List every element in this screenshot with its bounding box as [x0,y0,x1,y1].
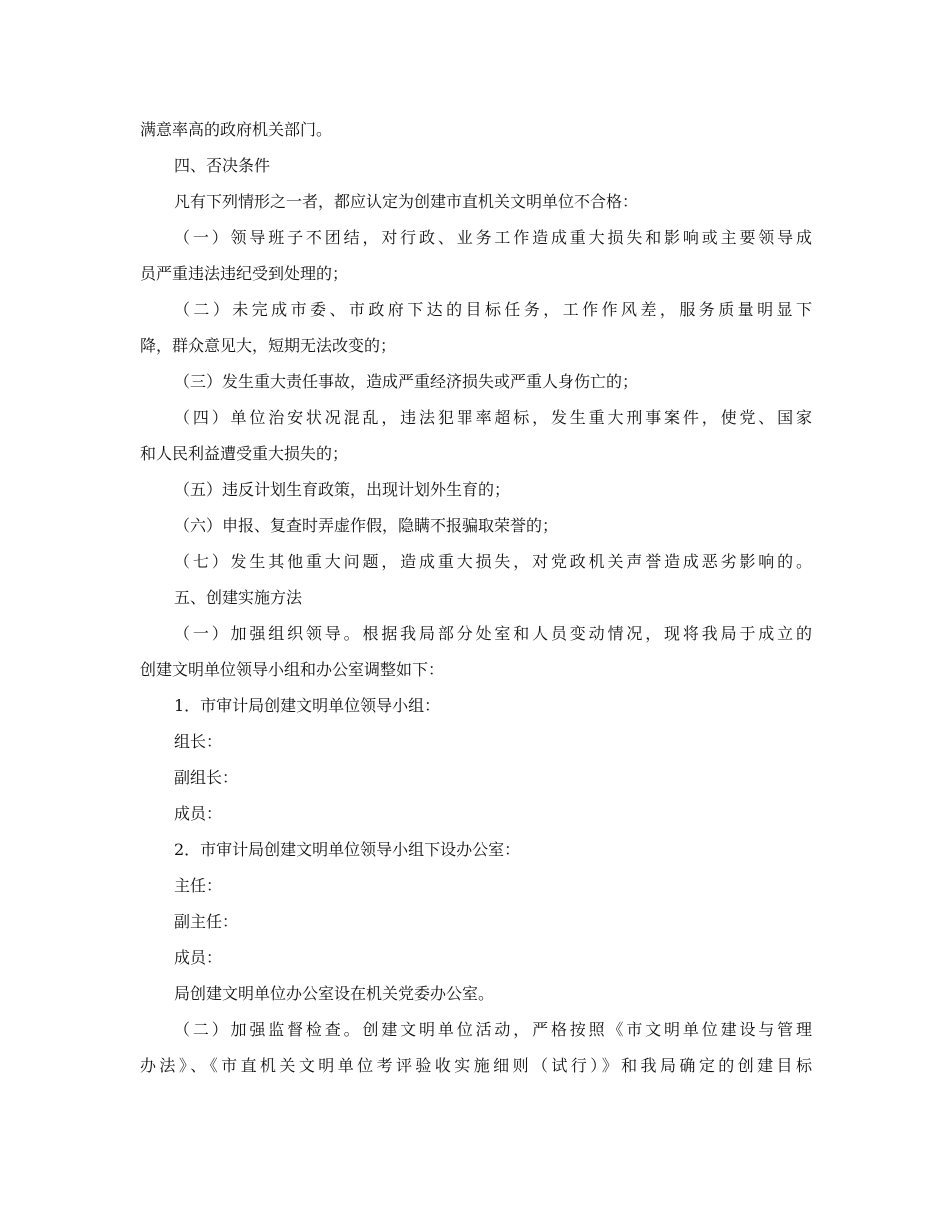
text-line: （五）违反计划生育政策，出现计划外生育的； [174,480,511,499]
text-line: 副主任： [174,912,239,931]
text-line: （二）未完成市委、市政府下达的目标任务，工作作风差，服务质量明显下 [174,300,812,319]
text-line: 办法》、《市直机关文明单位考评验收实施细则（试行）》和我局确定的创建目标 [140,1056,812,1075]
text-line: （七）发生其他重大问题，造成重大损失，对党政机关声誉造成恶劣影响的。 [174,552,812,571]
text-line: 副组长： [174,768,239,787]
text-line: （一）加强组织领导。根据我局部分处室和人员变动情况，现将我局于成立的 [174,624,812,643]
text-line: 和人民利益遭受重大损失的； [140,444,349,463]
text-line: 凡有下列情形之一者，都应认定为创建市直机关文明单位不合格： [174,192,639,211]
text-line: 组长： [174,732,223,751]
text-line: 局创建文明单位办公室设在机关党委办公室。 [174,984,495,1003]
text-line: 成员： [174,948,223,967]
text-line: 1．市审计局创建文明单位领导小组： [174,696,441,715]
text-line: （六）申报、复查时弄虚作假，隐瞒不报骗取荣誉的； [174,516,559,535]
text-line: 员严重违法违纪受到处理的； [140,264,349,283]
text-line: （三）发生重大责任事故，造成严重经济损失或严重人身伤亡的； [174,372,639,391]
text-line: 五、创建实施方法 [174,588,303,607]
text-line: （二）加强监督检查。创建文明单位活动，严格按照《市文明单位建设与管理 [174,1020,812,1039]
text-line: （一）领导班子不团结，对行政、业务工作造成重大损失和影响或主要领导成 [174,228,812,247]
text-line: 2．市审计局创建文明单位领导小组下设办公室： [174,840,521,859]
text-line: 主任： [174,876,223,895]
text-line: 创建文明单位领导小组和办公室调整如下： [140,660,445,679]
text-line: 降，群众意见大，短期无法改变的； [140,336,397,355]
text-line: 四、否决条件 [174,156,271,175]
text-line: （四）单位治安状况混乱，违法犯罪率超标，发生重大刑事案件，使党、国家 [174,408,812,427]
text-line: 成员： [174,804,223,823]
text-line: 满意率高的政府机关部门。 [140,120,333,139]
document-body [140,112,812,1084]
